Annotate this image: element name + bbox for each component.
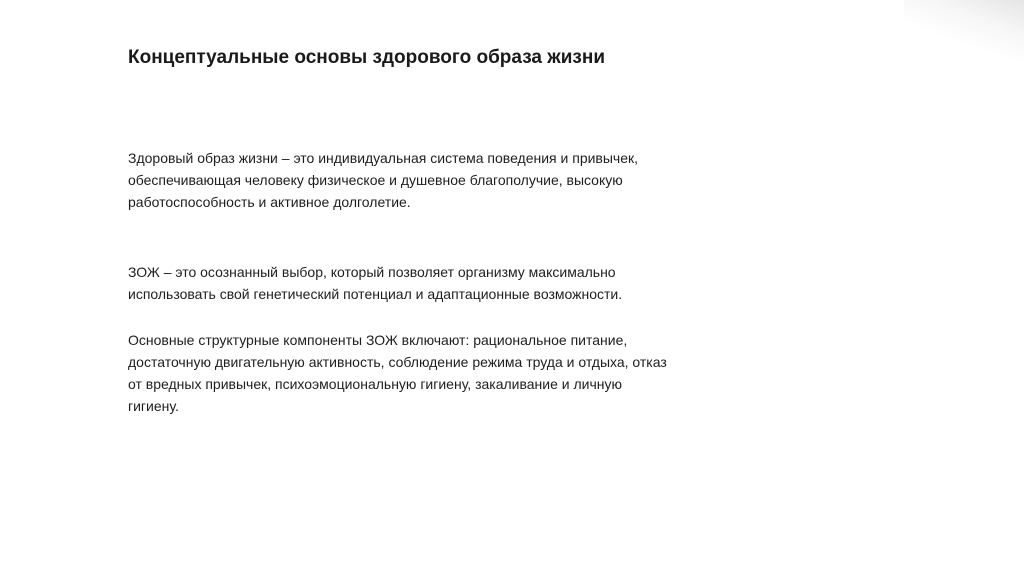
paragraph-definition <box>128 147 638 213</box>
paragraph-line: от вредных привычек, психоэмоциональную гигиену, закаливание и личную <box>128 376 622 392</box>
paragraph-components <box>128 329 667 417</box>
paragraph-line: ЗОЖ – это осознанный выбор, который позволяет организму максимально <box>128 264 616 280</box>
paragraph-line: Здоровый образ жизни – это индивидуальная система поведения и привычек, <box>128 150 639 166</box>
paragraph-line: работоспособность и активное долголетие. <box>128 194 411 210</box>
paragraph-line: использовать свой генетический потенциал и адаптационные возможности. <box>128 286 623 302</box>
slide-title: Концептуальные основы здорового образа жизни <box>128 47 605 68</box>
paragraph-line: Основные структурные компоненты ЗОЖ включают: рациональное питание, <box>128 332 628 348</box>
paragraph-line: достаточную двигательную активность, соблюдение режима труда и отдыха, отказ <box>128 354 667 370</box>
paragraph-choice <box>128 261 622 305</box>
page-curl-shadow <box>904 0 1024 60</box>
paragraph-line: обеспечивающая человеку физическое и душевное благополучие, высокую <box>128 172 623 188</box>
paragraph-line: гигиену. <box>128 398 179 414</box>
